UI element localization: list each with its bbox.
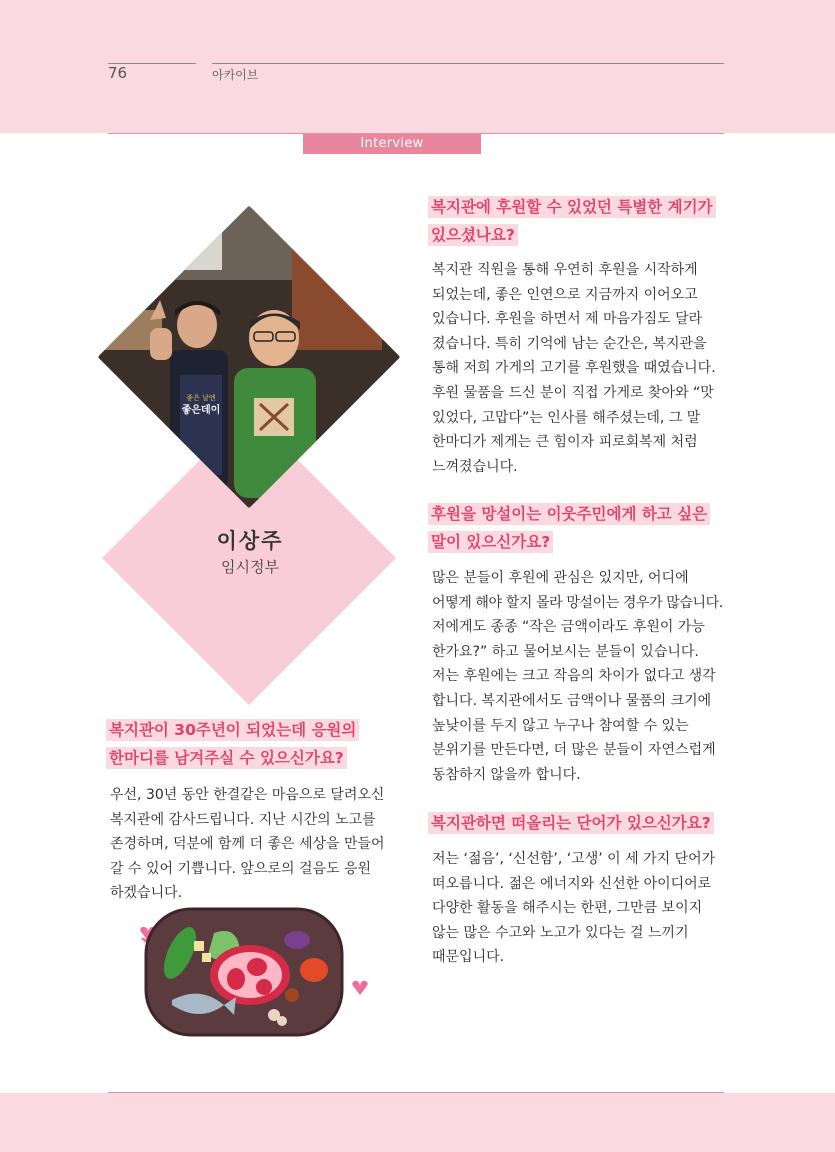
- answer-line: 복지관 직원을 통해 우연히 후원을 시작하게: [432, 262, 698, 278]
- question-3-line-1: 복지관하면 떠올리는 단어가 있으신가요?: [428, 812, 714, 834]
- answer-line: 있습니다. 후원을 하면서 제 마음가짐도 달라: [432, 311, 703, 328]
- answer-line: 한가요?” 하고 물어보시는 분들이 있습니다.: [432, 643, 699, 660]
- interviewee-name: 이상주: [216, 529, 284, 553]
- question-1-line-1: 복지관에 후원할 수 있었던 특별한 계기가: [428, 196, 716, 218]
- apron-text-1: 좋은 날엔: [186, 394, 216, 402]
- answer-line: 저에게도 종종 “작은 금액이라도 후원이 가능: [432, 619, 705, 636]
- answer-line: 우선, 30년 동안 한결같은 마음으로 달려오신: [110, 787, 385, 803]
- answer-line: 많은 분들이 후원에 관심은 있지만, 어디에: [432, 570, 689, 586]
- answer-line: 느껴졌습니다.: [432, 458, 518, 475]
- question-4-line-1: 복지관이 30주년이 되었는데 응원의: [106, 719, 359, 741]
- interview-photo: [98, 206, 401, 509]
- answer-1: [432, 258, 727, 479]
- answer-line: 분위기를 만든다면, 더 많은 분들이 자연스럽게: [432, 742, 716, 759]
- answer-line: 높낮이를 두지 않고 누구나 참여할 수 있는: [432, 717, 689, 734]
- interview-tag: Interview: [303, 134, 481, 154]
- question-2-line-2: 말이 있으신가요?: [428, 531, 553, 553]
- page-number: 76: [108, 64, 128, 82]
- header-rule-right: [212, 63, 724, 64]
- answer-2: [432, 566, 727, 787]
- footer-band: [0, 1093, 835, 1152]
- answer-4: [110, 783, 405, 906]
- question-1: [428, 193, 728, 249]
- answer-3: [432, 847, 727, 970]
- footer-rule: [108, 1092, 724, 1093]
- answer-line: 저는 ‘젊음’, ‘신선함’, ‘고생’ 이 세 가지 단어가: [432, 851, 716, 867]
- interviewee-role: 임시정부: [221, 558, 279, 576]
- question-1-line-2: 있으셨나요?: [428, 224, 518, 246]
- question-2-line-1: 후원을 망설이는 이웃주민에게 하고 싶은: [428, 503, 710, 525]
- answer-line: 되었는데, 좋은 인연으로 지금까지 이어오고: [432, 286, 698, 303]
- answer-line: 있었다, 고맙다”는 인사를 해주셨는데, 그 말: [432, 409, 701, 426]
- question-3: [428, 809, 728, 837]
- question-2: [428, 500, 728, 556]
- section-title: 아카이브: [212, 68, 259, 82]
- question-4-line-2: 한마디를 남겨주실 수 있으신가요?: [106, 747, 347, 769]
- answer-line: 하겠습니다.: [110, 885, 183, 902]
- answer-line: 존경하며, 덕분에 함께 더 좋은 세상을 만들어: [110, 836, 385, 853]
- apron-text-2: 좋은데이: [181, 405, 221, 416]
- answer-line: 통해 저희 가게의 고기를 후원했을 때였습니다.: [432, 360, 716, 377]
- answer-line: 다양한 활동을 해주시는 한편, 그만큼 보이지: [432, 900, 703, 917]
- answer-line: 떠오릅니다. 젊은 에너지와 신선한 아이디어로: [432, 875, 712, 892]
- answer-line: 갈 수 있어 기쁩니다. 앞으로의 걸음도 응원: [110, 860, 372, 877]
- answer-line: 않는 많은 수고와 노고가 있다는 걸 느끼기: [432, 924, 689, 941]
- answer-line: 합니다. 복지관에서도 금액이나 물품의 크기에: [432, 692, 712, 709]
- answer-line: 어떻게 해야 할지 몰라 망설이는 경우가 많습니다.: [432, 594, 723, 611]
- answer-line: 후원 물품을 드신 분이 직접 가게로 찾아와 “맛: [432, 384, 714, 401]
- answer-line: 한마디가 제게는 큰 힘이자 피로회복제 처럼: [432, 434, 698, 451]
- question-4: [106, 716, 406, 772]
- food-platter-illustration: [132, 905, 372, 1040]
- answer-line: 졌습니다. 특히 기억에 남는 순간은, 복지관을: [432, 335, 707, 352]
- answer-line: 복지관에 감사드립니다. 지난 시간의 노고를: [110, 811, 376, 828]
- answer-line: 저는 후원에는 크고 작음의 차이가 없다고 생각: [432, 668, 716, 685]
- answer-line: 동참하지 않을까 합니다.: [432, 766, 581, 783]
- answer-line: 때문입니다.: [432, 949, 505, 966]
